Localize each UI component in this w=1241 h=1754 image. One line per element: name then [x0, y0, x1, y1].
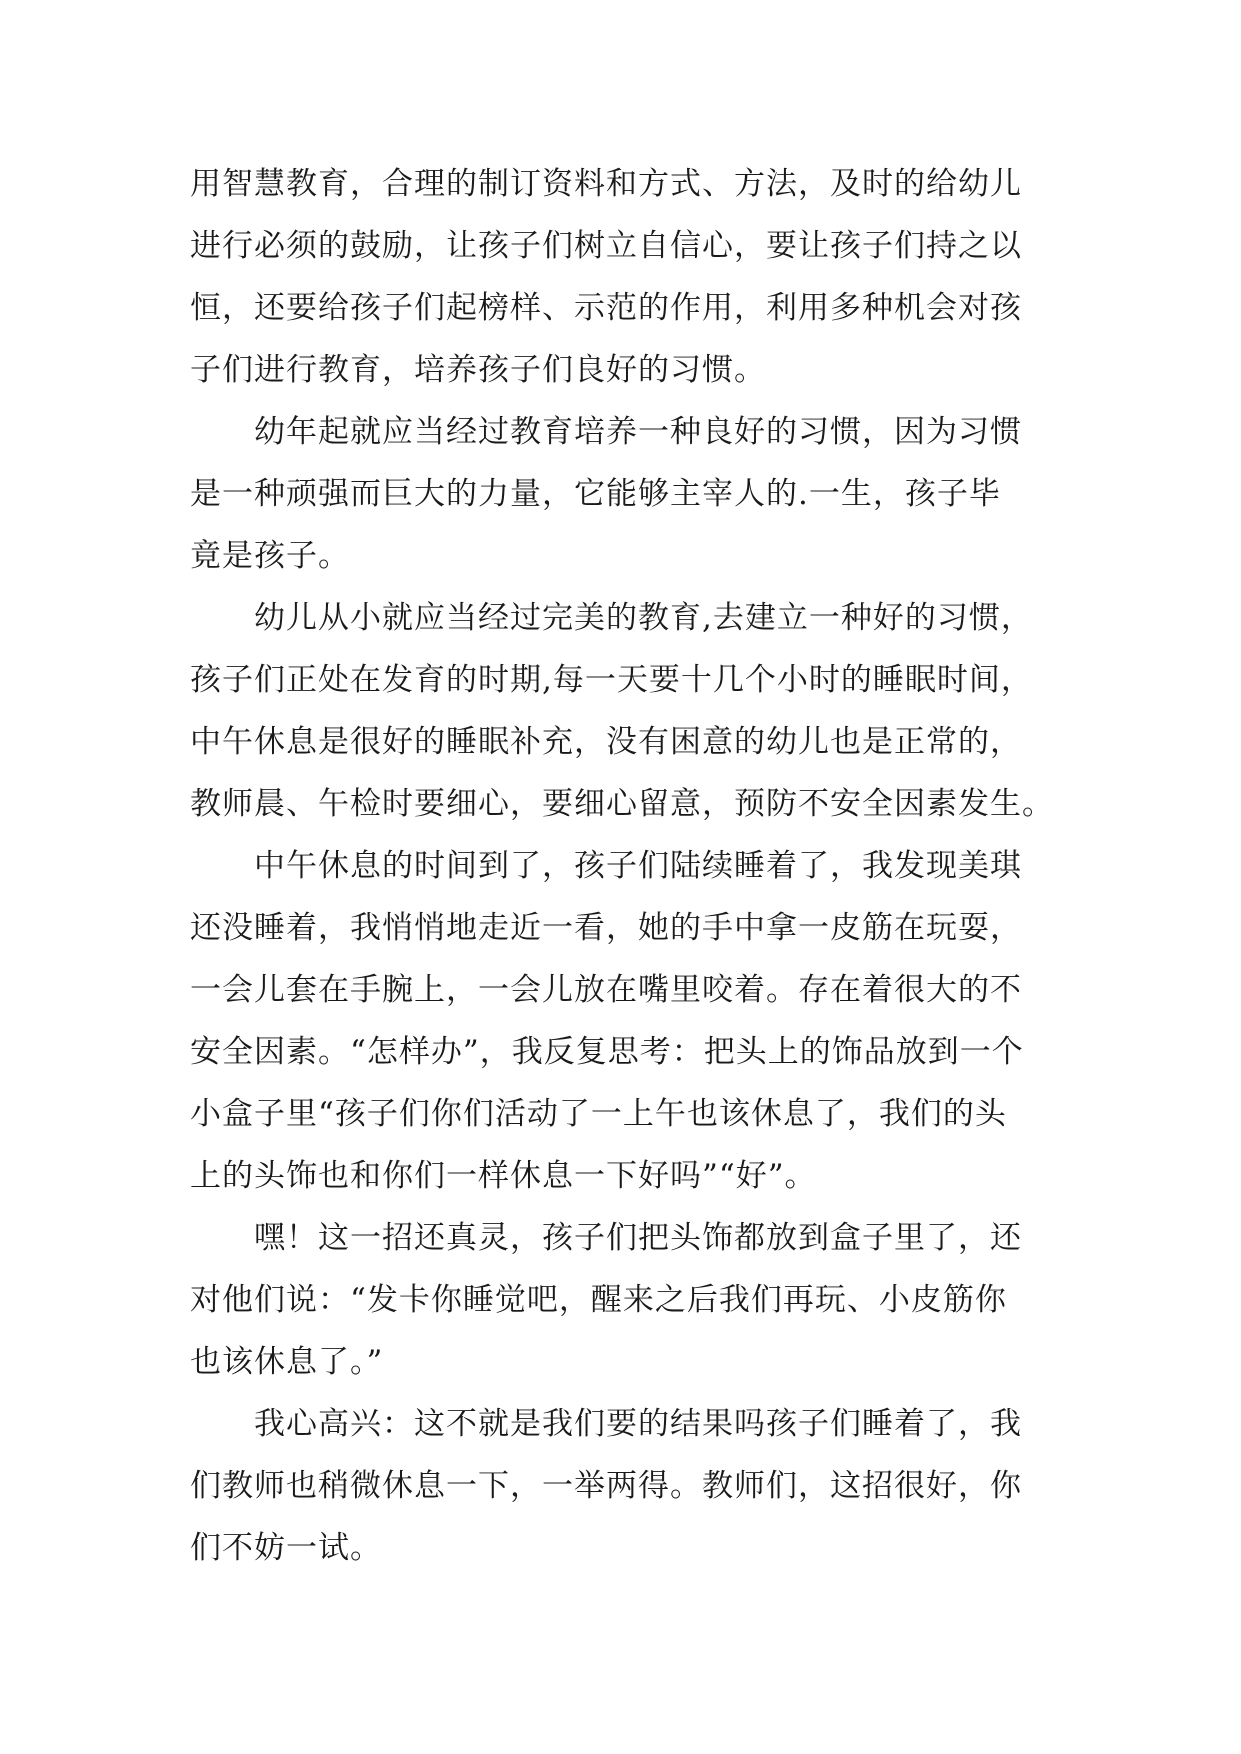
- text-line: 们教师也稍微休息一下，一举两得。教师们，这招很好，你: [190, 1468, 1022, 1504]
- text-line: 上的头饰也和你们一样休息一下好吗”“好”。: [190, 1158, 817, 1194]
- text-line: 嘿！这一招还真灵，孩子们把头饰都放到盒子里了，还: [254, 1220, 1022, 1256]
- paragraph-4: [190, 835, 1070, 1207]
- paragraph-2: [190, 401, 1070, 587]
- text-line: 是一种顽强而巨大的力量，它能够主宰人的.一生，孩子毕: [190, 476, 1001, 512]
- text-line: 子们进行教育，培养孩子们良好的习惯。: [190, 352, 766, 388]
- text-line: 中午休息是很好的睡眠补充，没有困意的幼儿也是正常的，: [190, 724, 1022, 760]
- paragraph-5: [190, 1207, 1070, 1393]
- text-line: 幼儿从小就应当经过完美的教育,去建立一种好的习惯，: [254, 600, 1033, 636]
- paragraph-6: [190, 1393, 1070, 1579]
- text-line: 恒，还要给孩子们起榜样、示范的作用，利用多种机会对孩: [190, 290, 1022, 326]
- text-line: 还没睡着，我悄悄地走近一看，她的手中拿一皮筋在玩耍，: [190, 910, 1022, 946]
- text-line: 进行必须的鼓励，让孩子们树立自信心，要让孩子们持之以: [190, 228, 1022, 264]
- paragraph-1: [190, 153, 1070, 401]
- text-line: 我心高兴：这不就是我们要的结果吗孩子们睡着了，我: [254, 1406, 1022, 1442]
- text-line: 也该休息了。”: [190, 1344, 384, 1380]
- body-text: [190, 153, 1070, 1579]
- text-line: 安全因素。“怎样办”，我反复思考：把头上的饰品放到一个: [190, 1034, 1024, 1070]
- text-line: 中午休息的时间到了，孩子们陆续睡着了，我发现美琪: [254, 848, 1022, 884]
- text-line: 幼年起就应当经过教育培养一种良好的习惯，因为习惯: [254, 414, 1022, 450]
- paragraph-3: [190, 587, 1070, 835]
- text-line: 对他们说：“发卡你睡觉吧，醒来之后我们再玩、小皮筋你: [190, 1282, 1007, 1318]
- text-line: 教师晨、午检时要细心，要细心留意，预防不安全因素发生。: [190, 786, 1054, 822]
- text-line: 一会儿套在手腕上，一会儿放在嘴里咬着。存在着很大的不: [190, 972, 1022, 1008]
- text-line: 孩子们正处在发育的时期,每一天要十几个小时的睡眠时间，: [190, 662, 1033, 698]
- text-line: 们不妨一试。: [190, 1530, 382, 1566]
- text-line: 小盒子里“孩子们你们活动了一上午也该休息了，我们的头: [190, 1096, 1007, 1132]
- text-line: 竟是孩子。: [190, 538, 350, 574]
- text-line: 用智慧教育，合理的制订资料和方式、方法，及时的给幼儿: [190, 166, 1022, 202]
